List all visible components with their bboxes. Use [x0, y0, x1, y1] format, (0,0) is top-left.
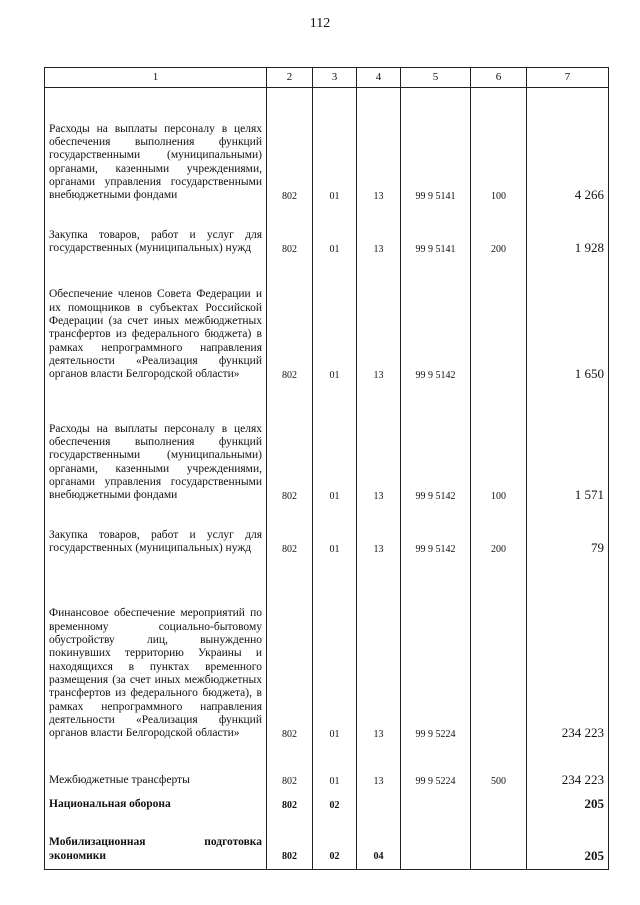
table-row [45, 562, 609, 747]
header-col-5: 5 [401, 68, 471, 88]
row-pr: 13 [357, 562, 401, 747]
table-row [45, 262, 609, 388]
row-csr: 99 9 5141 [401, 88, 471, 209]
header-col-6: 6 [471, 68, 527, 88]
row-vr [471, 262, 527, 388]
header-col-2: 2 [267, 68, 313, 88]
row-pr: 04 [357, 818, 401, 870]
row-rz: 02 [313, 818, 357, 870]
row-pr: 13 [357, 88, 401, 209]
row-pr: 13 [357, 262, 401, 388]
row-rz: 02 [313, 794, 357, 818]
row-amount: 1 928 [527, 209, 609, 262]
row-pr [357, 794, 401, 818]
row-rz: 01 [313, 562, 357, 747]
row-description: Национальная оборона [45, 794, 267, 818]
row-ved: 802 [267, 388, 313, 509]
row-description: Обеспечение членов Совета Федерации и их помощников в субъектах Российской Федерации (за счет иных межбюджетных трансфертов из федерального бюджета) в рамках непрограммного направления деятельности «Реализация функций органов власти Белгородской области» [45, 262, 267, 388]
row-amount: 234 223 [527, 747, 609, 794]
row-pr: 13 [357, 209, 401, 262]
row-amount: 4 266 [527, 88, 609, 209]
row-vr [471, 562, 527, 747]
row-amount: 205 [527, 818, 609, 870]
row-amount: 1 571 [527, 388, 609, 509]
row-ved: 802 [267, 509, 313, 562]
row-description: Финансовое обеспечение мероприятий по временному социально-бытовому обустройству лиц, вынужденно покинувших территорию Украины и находящихся в пунктах временного размещения (за счет иных межбюджетных трансфертов из федерального бюджета), в рамках непрограммного направления деятельности «Реализация функций органов власти Белгородской области» [45, 562, 267, 747]
row-pr: 13 [357, 747, 401, 794]
row-description: Мобилизационная подготовка экономики [45, 818, 267, 870]
row-amount: 79 [527, 509, 609, 562]
row-ved: 802 [267, 562, 313, 747]
row-rz: 01 [313, 209, 357, 262]
row-csr: 99 9 5224 [401, 747, 471, 794]
row-rz: 01 [313, 509, 357, 562]
row-csr: 99 9 5141 [401, 209, 471, 262]
row-rz: 01 [313, 747, 357, 794]
row-ved: 802 [267, 209, 313, 262]
row-csr [401, 818, 471, 870]
table-row [45, 88, 609, 209]
header-col-7: 7 [527, 68, 609, 88]
row-amount: 205 [527, 794, 609, 818]
table-row [45, 209, 609, 262]
budget-table [44, 67, 609, 870]
table-row [45, 388, 609, 509]
header-col-3: 3 [313, 68, 357, 88]
row-amount: 234 223 [527, 562, 609, 747]
row-csr: 99 9 5224 [401, 562, 471, 747]
row-amount: 1 650 [527, 262, 609, 388]
row-ved: 802 [267, 88, 313, 209]
row-vr: 200 [471, 509, 527, 562]
row-ved: 802 [267, 262, 313, 388]
table-row [45, 747, 609, 794]
row-vr: 500 [471, 747, 527, 794]
row-description: Расходы на выплаты персоналу в целях обеспечения выполнения функций государственными (муниципальными) органами, казенными учреждениями, органами управления государственными внебюджетными фондами [45, 88, 267, 209]
table-row-section [45, 794, 609, 818]
page-number: 112 [309, 16, 331, 31]
row-rz: 01 [313, 88, 357, 209]
table-header-row [45, 68, 609, 88]
table-row [45, 509, 609, 562]
row-pr: 13 [357, 388, 401, 509]
row-csr: 99 9 5142 [401, 509, 471, 562]
table-row-section [45, 818, 609, 870]
row-description: Расходы на выплаты персоналу в целях обеспечения выполнения функций государственными (муниципальными) органами, казенными учреждениями, органами управления государственными внебюджетными фондами [45, 388, 267, 509]
row-ved: 802 [267, 794, 313, 818]
row-description: Закупка товаров, работ и услуг для государственных (муниципальных) нужд [45, 209, 267, 262]
row-rz: 01 [313, 262, 357, 388]
header-col-1: 1 [45, 68, 267, 88]
row-csr: 99 9 5142 [401, 388, 471, 509]
row-description: Межбюджетные трансферты [45, 747, 267, 794]
row-ved: 802 [267, 747, 313, 794]
row-vr: 100 [471, 88, 527, 209]
row-rz: 01 [313, 388, 357, 509]
row-vr: 100 [471, 388, 527, 509]
row-pr: 13 [357, 509, 401, 562]
row-description: Закупка товаров, работ и услуг для государственных (муниципальных) нужд [45, 509, 267, 562]
row-csr: 99 9 5142 [401, 262, 471, 388]
row-vr [471, 794, 527, 818]
row-vr: 200 [471, 209, 527, 262]
header-col-4: 4 [357, 68, 401, 88]
row-ved: 802 [267, 818, 313, 870]
row-vr [471, 818, 527, 870]
row-csr [401, 794, 471, 818]
